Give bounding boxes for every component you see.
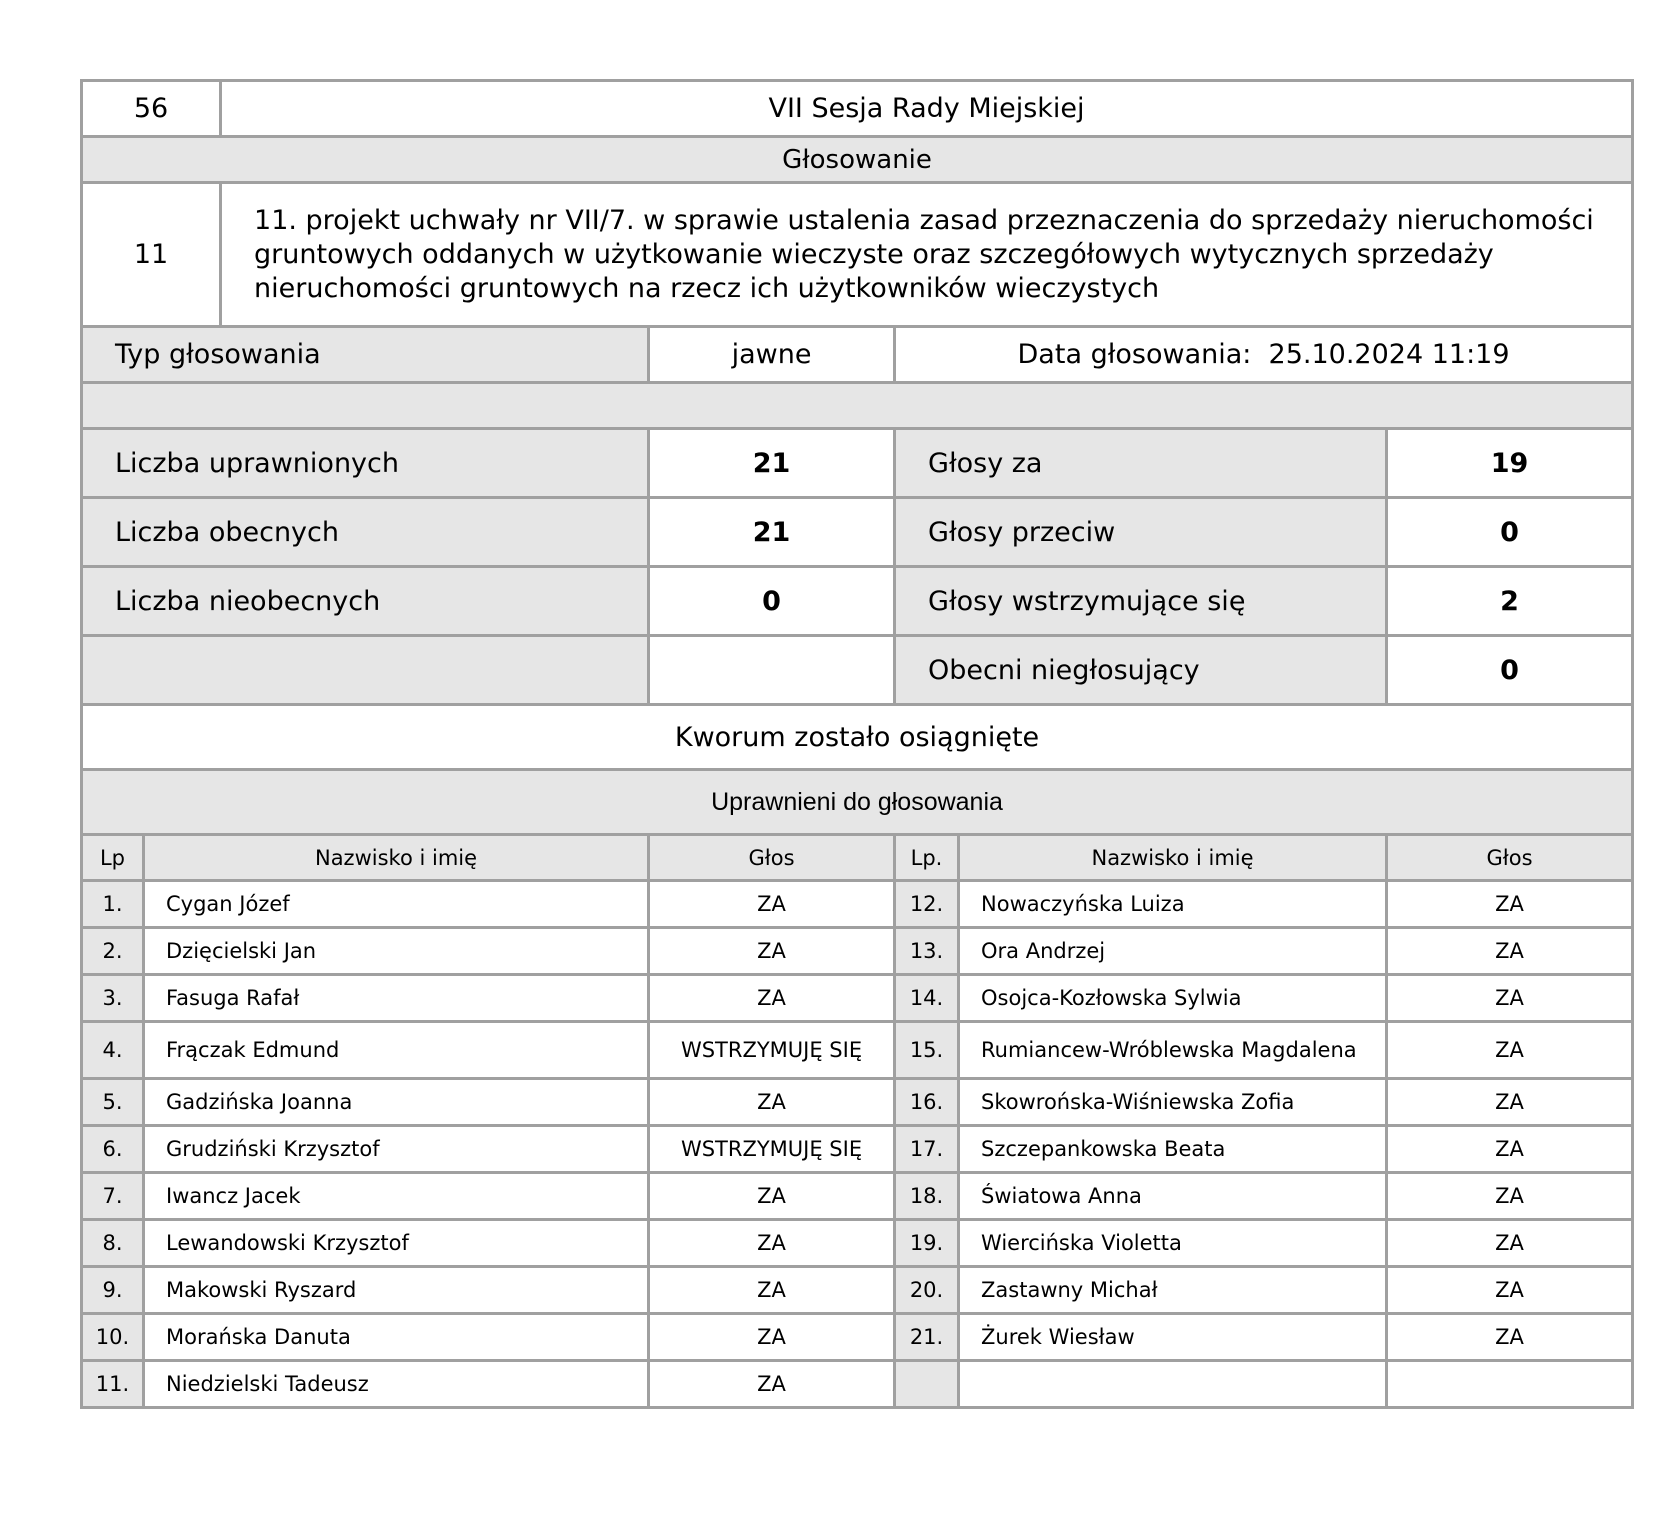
voting-report: [80, 79, 1594, 1409]
voter-vote: ZA: [1387, 1220, 1633, 1267]
present-value: 21: [649, 498, 895, 567]
voter-lp: 20.: [895, 1267, 959, 1314]
voter-name: Grudziński Krzysztof: [144, 1126, 649, 1173]
voter-name: Światowa Anna: [959, 1173, 1387, 1220]
present-label: Liczba obecnych: [82, 498, 649, 567]
voter-name: Lewandowski Krzysztof: [144, 1220, 649, 1267]
voter-vote: ZA: [649, 1267, 895, 1314]
voter-name: Zastawny Michał: [959, 1267, 1387, 1314]
item-number: 11: [82, 183, 221, 327]
table-row: [82, 1267, 1633, 1314]
voter-name: Morańska Danuta: [144, 1314, 649, 1361]
voter-vote: ZA: [649, 881, 895, 928]
voter-name: Makowski Ryszard: [144, 1267, 649, 1314]
table-row: [82, 1173, 1633, 1220]
voter-vote: ZA: [1387, 1314, 1633, 1361]
voter-vote: ZA: [649, 1079, 895, 1126]
table-row: [82, 928, 1633, 975]
nonvoting-value: 0: [1387, 636, 1633, 705]
voter-lp: 1.: [82, 881, 144, 928]
table-row: [82, 1220, 1633, 1267]
voter-vote: ZA: [1387, 975, 1633, 1022]
voter-lp: 14.: [895, 975, 959, 1022]
column-vote-right: Głos: [1387, 835, 1633, 881]
nonvoting-label: Obecni niegłosujący: [895, 636, 1387, 705]
voter-vote: ZA: [649, 1173, 895, 1220]
voter-name: Cygan Józef: [144, 881, 649, 928]
vote-date: [895, 327, 1633, 383]
quorum-status: Kworum zostało osiągnięte: [82, 705, 1633, 770]
section-heading: Głosowanie: [82, 137, 1633, 183]
voting-table: [80, 79, 1634, 1409]
column-name-right: Nazwisko i imię: [959, 835, 1387, 881]
voter-vote: ZA: [649, 1314, 895, 1361]
voter-name: Fasuga Rafał: [144, 975, 649, 1022]
voters-title: Uprawnieni do głosowania: [82, 770, 1633, 835]
voter-lp: 16.: [895, 1079, 959, 1126]
voter-vote: ZA: [1387, 1173, 1633, 1220]
empty-stat-value: [649, 636, 895, 705]
vote-date-value: 25.10.2024 11:19: [1268, 339, 1510, 370]
eligible-value: 21: [649, 429, 895, 498]
voter-name: Niedzielski Tadeusz: [144, 1361, 649, 1408]
session-title: VII Sesja Rady Miejskiej: [221, 81, 1633, 137]
column-lp-left: Lp: [82, 835, 144, 881]
voter-lp: 7.: [82, 1173, 144, 1220]
voter-name: Ora Andrzej: [959, 928, 1387, 975]
voter-vote: ZA: [649, 928, 895, 975]
vote-type-label: Typ głosowania: [82, 327, 649, 383]
voter-lp: 2.: [82, 928, 144, 975]
voter-lp: 8.: [82, 1220, 144, 1267]
voter-name: Frączak Edmund: [144, 1022, 649, 1079]
vote-date-label: Data głosowania:: [1017, 339, 1252, 370]
voter-vote: WSTRZYMUJĘ SIĘ: [649, 1022, 895, 1079]
column-lp-right: Lp.: [895, 835, 959, 881]
vote-type-value: jawne: [649, 327, 895, 383]
votes-abstain-value: 2: [1387, 567, 1633, 636]
column-name-left: Nazwisko i imię: [144, 835, 649, 881]
voter-vote: ZA: [1387, 1126, 1633, 1173]
voter-vote: ZA: [1387, 928, 1633, 975]
voter-name: Żurek Wiesław: [959, 1314, 1387, 1361]
voter-name: Szczepankowska Beata: [959, 1126, 1387, 1173]
table-row: [82, 1126, 1633, 1173]
voter-vote-empty: [1387, 1361, 1633, 1408]
votes-for-label: Głosy za: [895, 429, 1387, 498]
eligible-label: Liczba uprawnionych: [82, 429, 649, 498]
voter-vote: ZA: [1387, 1079, 1633, 1126]
voter-vote: ZA: [649, 1220, 895, 1267]
voter-vote: ZA: [649, 1361, 895, 1408]
voter-lp: 15.: [895, 1022, 959, 1079]
voter-name: Dzięcielski Jan: [144, 928, 649, 975]
voter-lp: 17.: [895, 1126, 959, 1173]
voter-lp: 21.: [895, 1314, 959, 1361]
voter-vote: ZA: [1387, 881, 1633, 928]
voter-lp-empty: [895, 1361, 959, 1408]
voter-name-empty: [959, 1361, 1387, 1408]
session-number: 56: [82, 81, 221, 137]
voter-name: Gadzińska Joanna: [144, 1079, 649, 1126]
voter-lp: 3.: [82, 975, 144, 1022]
column-vote-left: Głos: [649, 835, 895, 881]
votes-against-value: 0: [1387, 498, 1633, 567]
voter-lp: 18.: [895, 1173, 959, 1220]
voter-lp: 11.: [82, 1361, 144, 1408]
item-description: 11. projekt uchwały nr VII/7. w sprawie ustalenia zasad przeznaczenia do sprzedaży nieruchomości gruntowych oddanych w użytkowanie wieczyste oraz szczegółowych wytycznych sprzedaży nieruchomości gruntowych na rzecz ich użytkowników wieczystych: [221, 183, 1633, 327]
table-row: [82, 1079, 1633, 1126]
votes-abstain-label: Głosy wstrzymujące się: [895, 567, 1387, 636]
table-row: [82, 1361, 1633, 1408]
spacer-row: [82, 383, 1633, 429]
votes-for-value: 19: [1387, 429, 1633, 498]
voter-name: Rumiancew-Wróblewska Magdalena: [959, 1022, 1387, 1079]
voter-name: Iwancz Jacek: [144, 1173, 649, 1220]
table-row: [82, 975, 1633, 1022]
voter-lp: 5.: [82, 1079, 144, 1126]
voter-lp: 10.: [82, 1314, 144, 1361]
voter-vote: ZA: [1387, 1267, 1633, 1314]
voter-name: Skowrońska-Wiśniewska Zofia: [959, 1079, 1387, 1126]
table-row: [82, 1022, 1633, 1079]
absent-label: Liczba nieobecnych: [82, 567, 649, 636]
empty-stat-cell: [82, 636, 649, 705]
voter-vote: ZA: [649, 975, 895, 1022]
voter-vote: WSTRZYMUJĘ SIĘ: [649, 1126, 895, 1173]
absent-value: 0: [649, 567, 895, 636]
voter-vote: ZA: [1387, 1022, 1633, 1079]
voter-name: Nowaczyńska Luiza: [959, 881, 1387, 928]
voter-lp: 12.: [895, 881, 959, 928]
voter-lp: 13.: [895, 928, 959, 975]
voter-lp: 6.: [82, 1126, 144, 1173]
voter-name: Osojca-Kozłowska Sylwia: [959, 975, 1387, 1022]
voter-name: Wiercińska Violetta: [959, 1220, 1387, 1267]
table-row: [82, 1314, 1633, 1361]
votes-against-label: Głosy przeciw: [895, 498, 1387, 567]
voter-lp: 4.: [82, 1022, 144, 1079]
table-row: [82, 881, 1633, 928]
voter-lp: 19.: [895, 1220, 959, 1267]
voter-lp: 9.: [82, 1267, 144, 1314]
